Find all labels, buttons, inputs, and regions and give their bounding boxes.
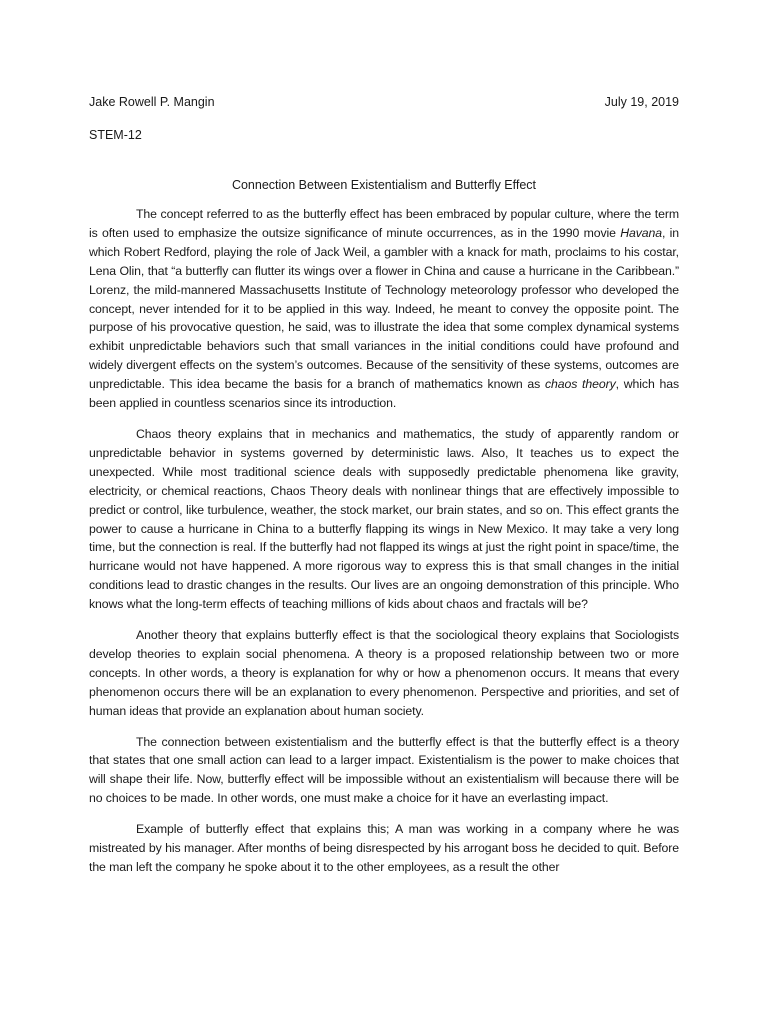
paragraph-1-italic-havana: Havana xyxy=(620,225,662,240)
essay-title: Connection Between Existentialism and Butterfly Effect xyxy=(231,178,537,192)
paragraph-1-italic-chaos-theory: chaos theory xyxy=(544,377,616,392)
paragraph-5: Example of butterfly effect that explains this; A man was working in a company where he was mistreated by his manager. After months of being disrespected by his arrogant boss he decided to quit. Before the man left the company he spoke about it to the other employees, as a result the other xyxy=(89,822,679,874)
paragraph-1 xyxy=(89,205,679,413)
paragraph-4: The connection between existentialism and the butterfly effect is that the butterfly effect is a theory that states that one small action can lead to a larger impact. Existentialism is the power to make choices that will shape their life. Now, butterfly effect will be impossible without an existentialism will because there will be no choices to be made. In other words, one must make a choice for it have an everlasting impact. xyxy=(89,734,679,806)
header-line xyxy=(89,94,679,110)
paragraph-2: Chaos theory explains that in mechanics and mathematics, the study of apparently random or unpredictable behavior in systems governed by deterministic laws. Also, It teaches us to expect the unexpected. While most traditional science deals with supposedly predictable phenomena like gravity, electricity, or chemical reactions, Chaos Theory deals with nonlinear things that are effectively impossible to predict or control, like turbulence, weather, the stock market, our brain states, and so on. This effect grants the power to cause a hurricane in China to a butterfly flapping its wings in New Mexico. It may take a very long time, but the connection is real. If the butterfly had not flapped its wings at just the right point in space/time, the hurricane would not have happened. A more rigorous way to express this is that small changes in the initial conditions lead to drastic changes in the results. Our lives are an ongoing demonstration of this principle. Who knows what the long-term effects of teaching millions of kids about chaos and fractals will be? xyxy=(89,426,679,612)
document-date: July 19, 2019 xyxy=(604,95,679,109)
class-section: STEM-12 xyxy=(89,128,142,142)
paragraph-1-text-b: , in which Robert Redford, playing the role of Jack Weil, a gambler with a knack for math, proclaims to his costar, Lena Olin, that “a butterfly can flutter its wings over a flower in China and cause a hurricane in the Caribbean.” Lorenz, the mild-mannered Massachusetts Institute of Technology meteorology professor who developed the concept, never intended for it to be applied in this way. Indeed, he meant to convey the opposite point. The purpose of his provocative question, he said, was to illustrate the idea that some complex dynamical systems exhibit unpredictable behaviors such that small variances in the initial conditions could have profound and widely divergent effects on the system’s outcomes. Because of the sensitivity of these systems, outcomes are unpredictable. This idea became the basis for a branch of mathematics known as xyxy=(89,225,679,392)
author-name: Jake Rowell P. Mangin xyxy=(89,95,215,109)
paragraph-1-text-c: , which has been applied in countless scenarios since its introduction. xyxy=(89,377,679,411)
paragraph-3: Another theory that explains butterfly effect is that the sociological theory explains that Sociologists develop theories to explain social phenomena. A theory is a proposed relationship between two or more concepts. In other words, a theory is explanation for why or how a phenomenon occurs. It means that every phenomenon occurs there will be an explanation to every phenomenon. Perspective and priorities, and set of human ideas that provide an explanation about human society. xyxy=(89,628,679,718)
paragraph-1-text-a: The concept referred to as the butterfly effect has been embraced by popular culture, where the term is often used to emphasize the outsize significance of minute occurrences, as in the 1990 movie xyxy=(89,207,679,240)
